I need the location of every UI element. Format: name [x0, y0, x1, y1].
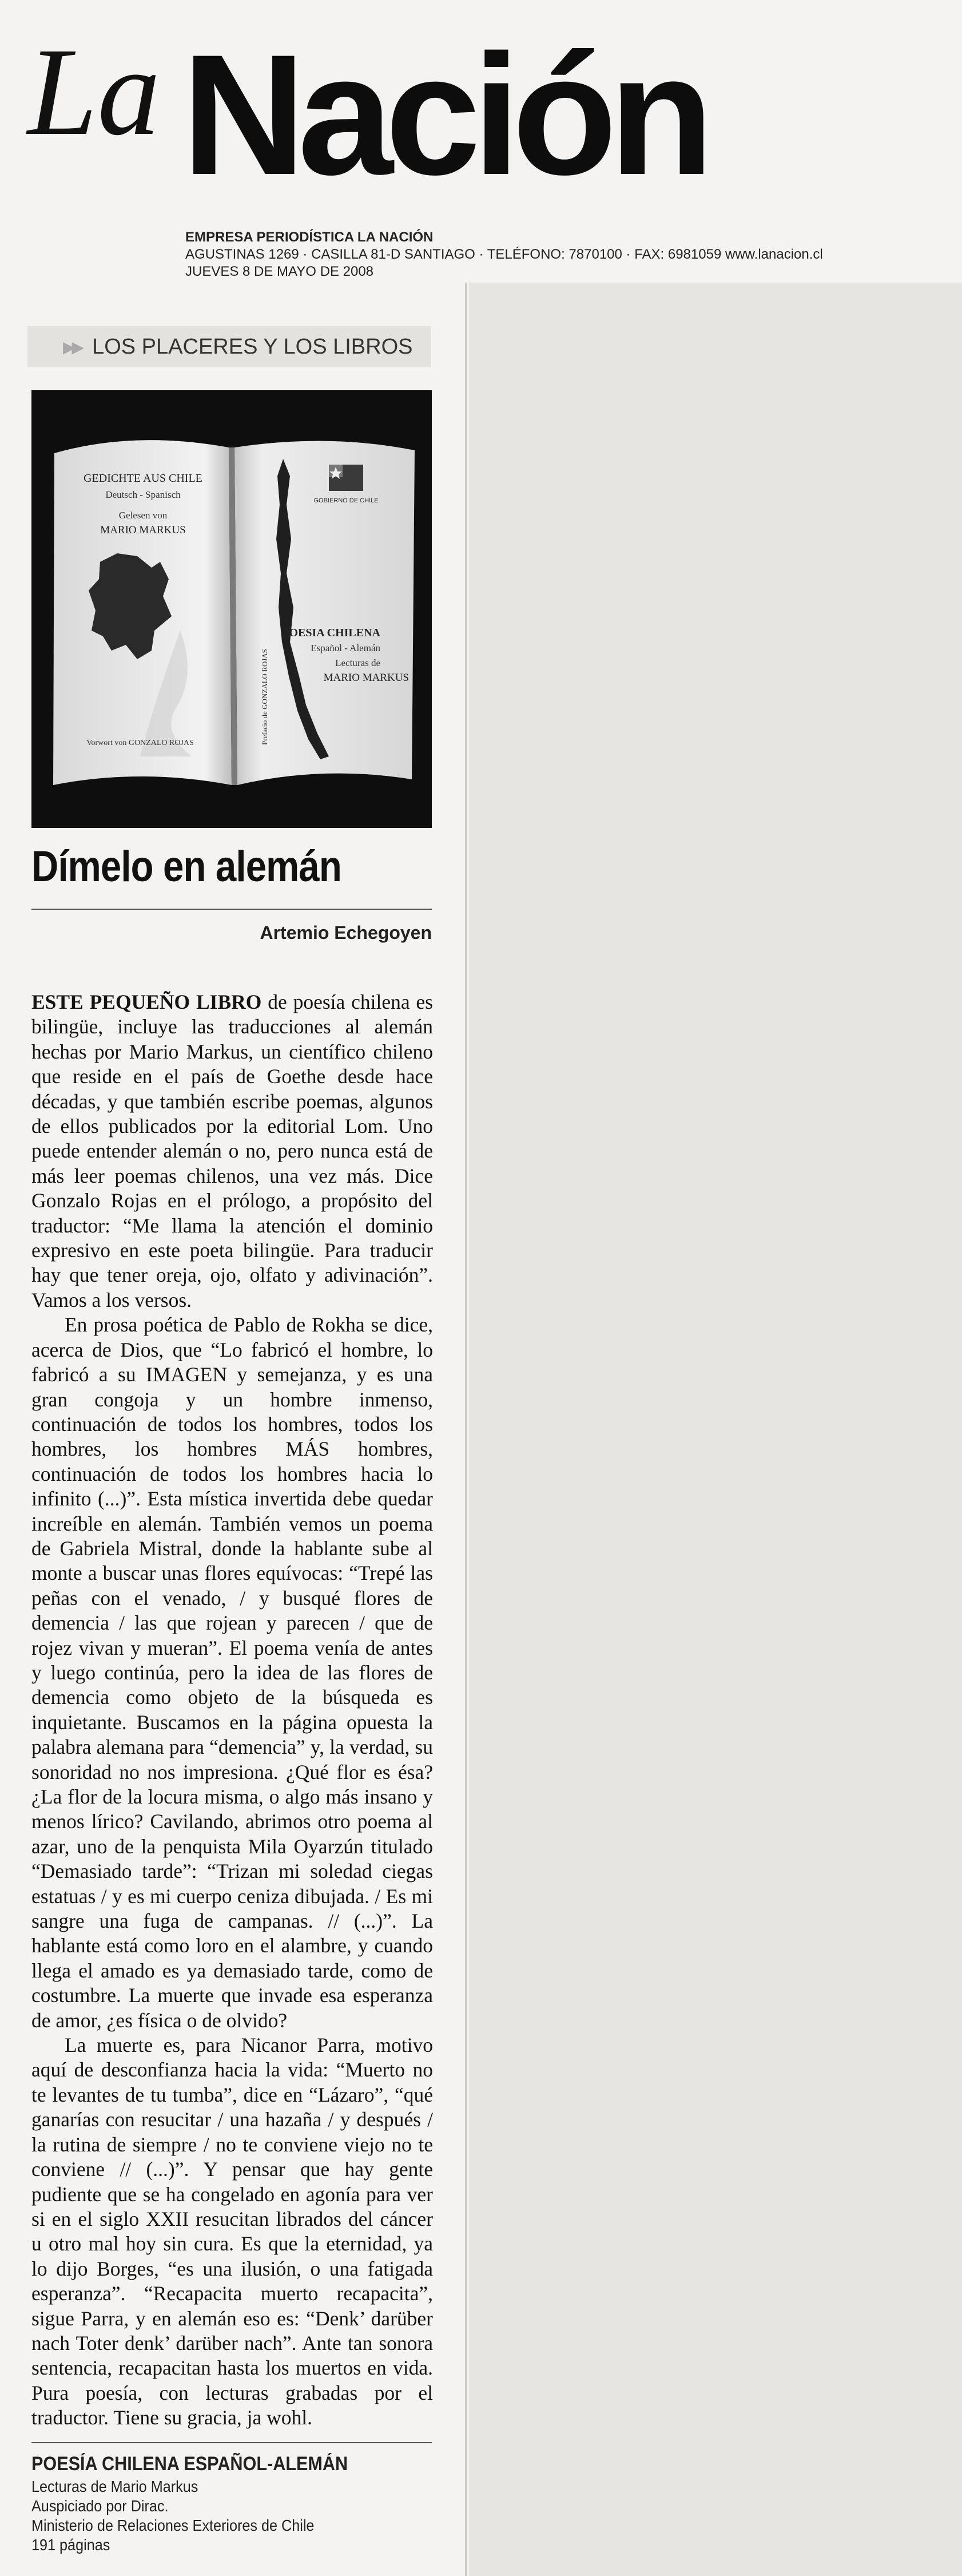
- article-body: [31, 990, 433, 2431]
- publisher-info: [185, 229, 823, 280]
- headline-rule: [31, 909, 432, 910]
- issue-date: JUEVES 8 DE MAYO DE 2008: [185, 264, 374, 279]
- book-info-readings: Lecturas de Mario Markus: [31, 2478, 198, 2495]
- right-book-title: POESIA CHILENA: [282, 627, 380, 639]
- paragraph-1: [31, 990, 433, 1313]
- info-box-rule: [31, 2442, 432, 2443]
- right-book-reader: MARIO MARKUS: [323, 672, 409, 684]
- double-arrow-icon: ▶▶: [63, 337, 81, 356]
- article-headline: Dímelo en alemán: [31, 842, 342, 891]
- section-header: [27, 326, 431, 367]
- book-info-title: POESÍA CHILENA ESPAÑOL-ALEMÁN: [31, 2453, 348, 2475]
- publisher-address: AGUSTINAS 1269 · CASILLA 81-D SANTIAGO · TELÉFONO: 7870100 · FAX: 6981059 www.lanacion.cl: [185, 247, 823, 262]
- left-book-title: GEDICHTE AUS CHILE: [84, 472, 202, 485]
- lead-in: ESTE PEQUEÑO LIBRO: [31, 990, 262, 1013]
- bleed-through-shadow: [846, 46, 961, 109]
- publisher-company: EMPRESA PERIODÍSTICA LA NACIÓN: [185, 229, 434, 245]
- book-info-sponsor: Auspiciado por Dirac.: [31, 2497, 169, 2515]
- book-info-ministry: Ministerio de Relaciones Exteriores de Chile: [31, 2516, 315, 2534]
- column-divider: [465, 283, 467, 2576]
- masthead: [0, 0, 962, 279]
- paragraph-1-text: de poesía chilena es bilingüe, incluye las traducciones al alemán hechas por Mario Markus, un científico chileno que reside en el país de Goethe desde hace décadas, y que también escribe poemas, algunos de ellos publicados por la editorial Lom. Uno puede entender alemán o no, pero nunca está de más leer poemas chilenos, una vez más. Dice Gonzalo Rojas en el prólogo, a propósito del traductor: “Me llama la atención el dominio expresivo en este poeta bilingüe. Para traducir hay que tener oreja, ojo, olfato y adivinación”. Vamos a los versos.: [31, 990, 433, 1311]
- left-book-subtitle: Deutsch - Spanisch: [105, 489, 181, 500]
- logo-nacion: Nación: [182, 18, 706, 211]
- section-label: LOS PLACERES Y LOS LIBROS: [92, 334, 413, 359]
- left-book-reader: MARIO MARKUS: [100, 524, 186, 536]
- chile-shield-icon: [329, 465, 363, 491]
- paragraph-3: La muerte es, para Nicanor Parra, motivo aquí de desconfianza hacia la vida: “Muerto no te levantes de tu tumba”, dice en “Lázaro”, “qué ganarías con resucitar / una hazaña / y después / la rutina de siempre / no te conviene viejo no te conviene // (...)”. Y pensar que hay gente pudiente que se ha congelado en agonía para ver si en el siglo XXII resucitan librados del cáncer u otro mal hoy sin cura. Es que la eternidad, ya lo dijo Borges, “es una ilusión, o una fatigada esperanza”. “Recapacita muerto recapacita”, sigue Parra, y en alemán eso es: “Denk’ darüber nach Toter denk’ darüber nach”. Ante tan sonora sentencia, recapacitan hasta los muertos en vida. Pura poesía, con lecturas grabadas por el traductor. Tiene su gracia, ja wohl.: [31, 2034, 433, 2430]
- adjacent-column-blank: [469, 283, 962, 2576]
- paragraph-2: En prosa poética de Pablo de Rokha se dice, acerca de Dios, que “Lo fabricó el hombre, lo fabricó a su IMAGEN y semejanza, y es una gran congoja y un hombre inmenso, continuación de todos los hombres, todos los hombres, los hombres MÁS hombres, continuación de todos los hombres hacia lo infinito (...)”. Esta mística invertida debe quedar increíble en alemán. También vemos un poema de Gabriela Mistral, donde la hablante sube al monte a buscar unas flores equívocas: “Trepé las peñas con el venado, / y busqué flores de demencia / las que rojean y parecen / que de rojez vivan y mueran”. El poema venía de antes y luego continúa, pero la idea de las flores de demencia como objeto de la búsqueda es inquietante. Buscamos en la página opuesta la palabra alemana para “demencia” y, la verdad, su sonoridad no nos impresiona. ¿Qué flor es ésa? ¿La flor de la locura misma, o algo más insano y menos lírico? Cavilando, abrimos otro poema al azar, uno de la penquista Mila Oyarzún titulado “Demasiado tarde”: “Trizan mi soledad ciegas estatuas / y es mi cuerpo ceniza dibujada. / Es mi sangre una fuga de campanas. // (...)”. La hablante está como loro en el alambre, y cuando llega el amado es ya demasiado tarde, como de costumbre. La muerte que invade esa esperanza de amor, ¿es física o de olvido?: [31, 1313, 433, 2032]
- book-info-pages: 191 páginas: [31, 2536, 110, 2554]
- right-book-prologue: Prefacio de GONZALO ROJAS: [260, 649, 269, 745]
- logo-la: La: [27, 22, 161, 161]
- right-book-publisher: GOBIERNO DE CHILE: [313, 497, 379, 504]
- book-photo: [31, 390, 432, 828]
- book-info-box: [31, 2451, 432, 2555]
- left-book-reader-prefix: Gelesen von: [118, 510, 168, 521]
- left-book-foreword: Vorwort von GONZALO ROJAS: [86, 739, 194, 747]
- article-byline: Artemio Echegoyen: [260, 922, 432, 943]
- right-book-reader-prefix: Lecturas de: [335, 657, 380, 668]
- right-book-subtitle: Español - Alemán: [311, 643, 380, 653]
